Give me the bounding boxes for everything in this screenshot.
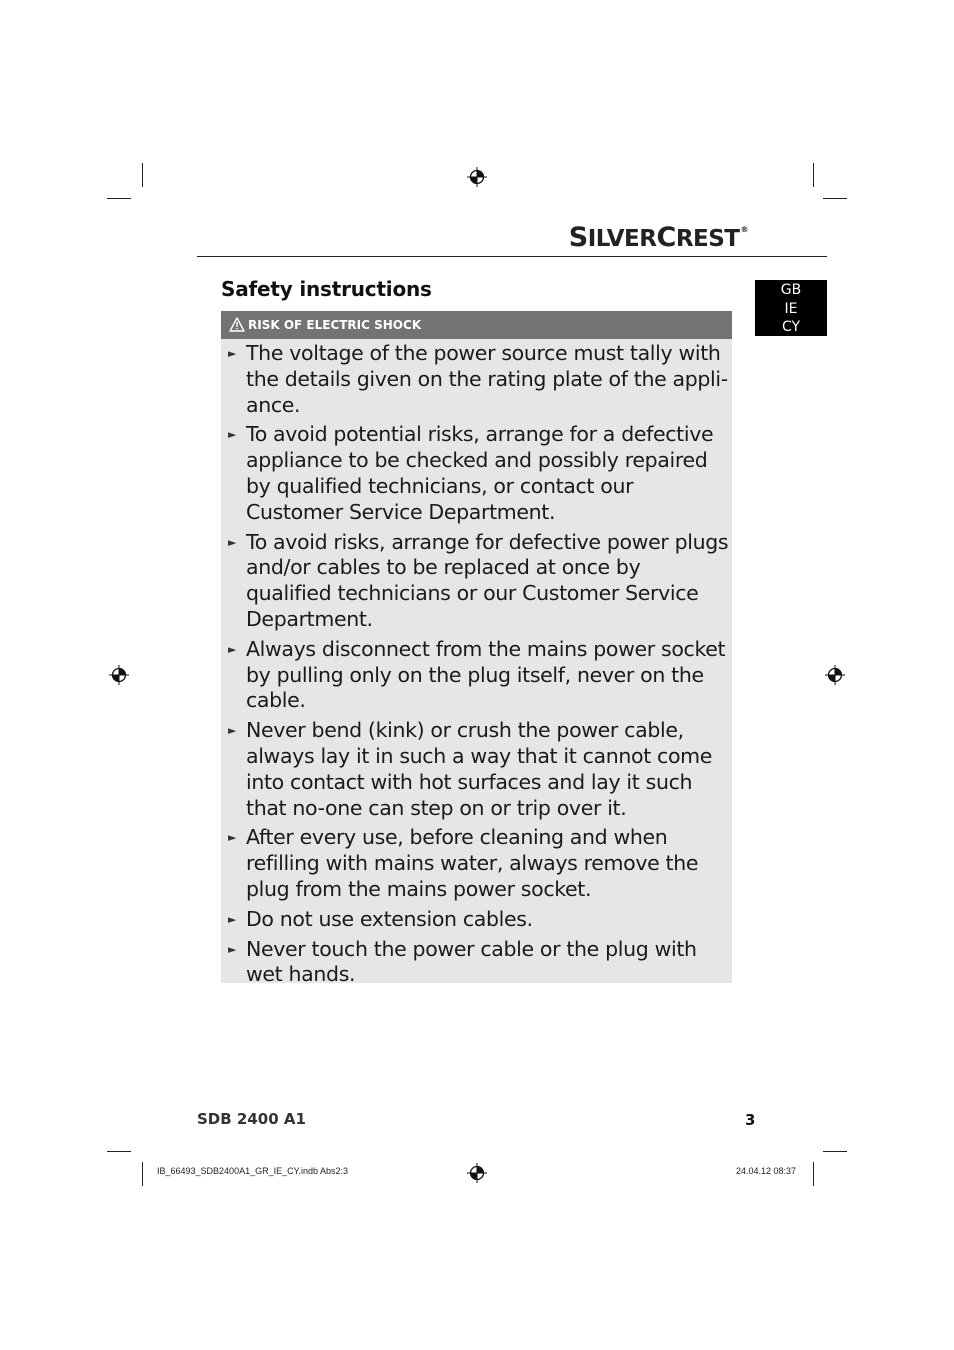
section-title: Safety instructions [221, 277, 432, 301]
safety-list [226, 341, 731, 992]
bullet-arrow-icon: ► [228, 642, 237, 656]
header-divider [197, 256, 827, 257]
list-item: ► Always disconnect from the mains power socket by pulling only on the plug itself, never on the cable. [228, 636, 726, 713]
list-item: ► Do not use extension cables. [228, 906, 533, 931]
language-code: CY [781, 319, 801, 335]
crop-mark-bottom-right-vertical [813, 1162, 814, 1186]
bullet-arrow-icon: ► [228, 942, 237, 956]
model-number: SDB 2400 A1 [197, 1110, 306, 1128]
crop-mark-top-right-vertical [813, 163, 814, 187]
print-slug-timestamp: 24.04.12 08:37 [736, 1166, 797, 1176]
crop-mark-top-left-vertical [142, 163, 143, 187]
crop-mark-bottom-left-horizontal [107, 1151, 131, 1152]
bullet-arrow-icon: ► [228, 535, 237, 549]
warning-header [221, 311, 732, 339]
list-item: ► Never touch the power cable or the plug with wet hands. [228, 936, 697, 987]
brand-logo: SILVERCREST® [568, 222, 748, 253]
bullet-arrow-icon: ► [228, 912, 237, 926]
crop-mark-top-left-horizontal [107, 198, 131, 199]
registration-mark-icon [467, 1163, 487, 1183]
bullet-arrow-icon: ► [228, 724, 237, 738]
registration-mark-icon [109, 665, 129, 685]
list-item: ► To avoid risks, arrange for defective power plugs and/or cables to be replaced at once by qualified technicians or our Customer Service Department. [228, 529, 729, 631]
page-number: 3 [745, 1111, 756, 1129]
list-item: ► The voltage of the power source must tally with the details given on the rating plate of the appli-ance. [228, 341, 728, 417]
registration-mark-icon [825, 665, 845, 685]
registration-mark-icon [467, 167, 487, 187]
language-code: IE [784, 300, 798, 317]
language-code: GB [780, 282, 802, 298]
bullet-arrow-icon: ► [228, 831, 237, 845]
list-item: ► To avoid potential risks, arrange for a defective appliance to be checked and possibly repaired by qualified technicians, or contact our Customer Service Department. [228, 422, 714, 524]
language-indicator [755, 280, 827, 336]
print-slug-file: IB_66493_SDB2400A1_GR_IE_CY.indb Abs2:3 [157, 1166, 348, 1176]
crop-mark-bottom-left-vertical [142, 1162, 143, 1186]
warning-triangle-icon [229, 317, 245, 332]
crop-mark-bottom-right-horizontal [823, 1151, 847, 1152]
list-item: ► Never bend (kink) or crush the power cable, always lay it in such a way that it cannot come into contact with hot surfaces and lay it such that no-one can step on or trip over it. [228, 718, 713, 820]
warning-label: RISK OF ELECTRIC SHOCK [248, 318, 422, 332]
bullet-arrow-icon: ► [228, 428, 237, 442]
bullet-arrow-icon: ► [228, 347, 237, 360]
crop-mark-top-right-horizontal [823, 198, 847, 199]
list-item: ► After every use, before cleaning and when refilling with mains water, always remove the plug from the mains power socket. [228, 825, 699, 901]
